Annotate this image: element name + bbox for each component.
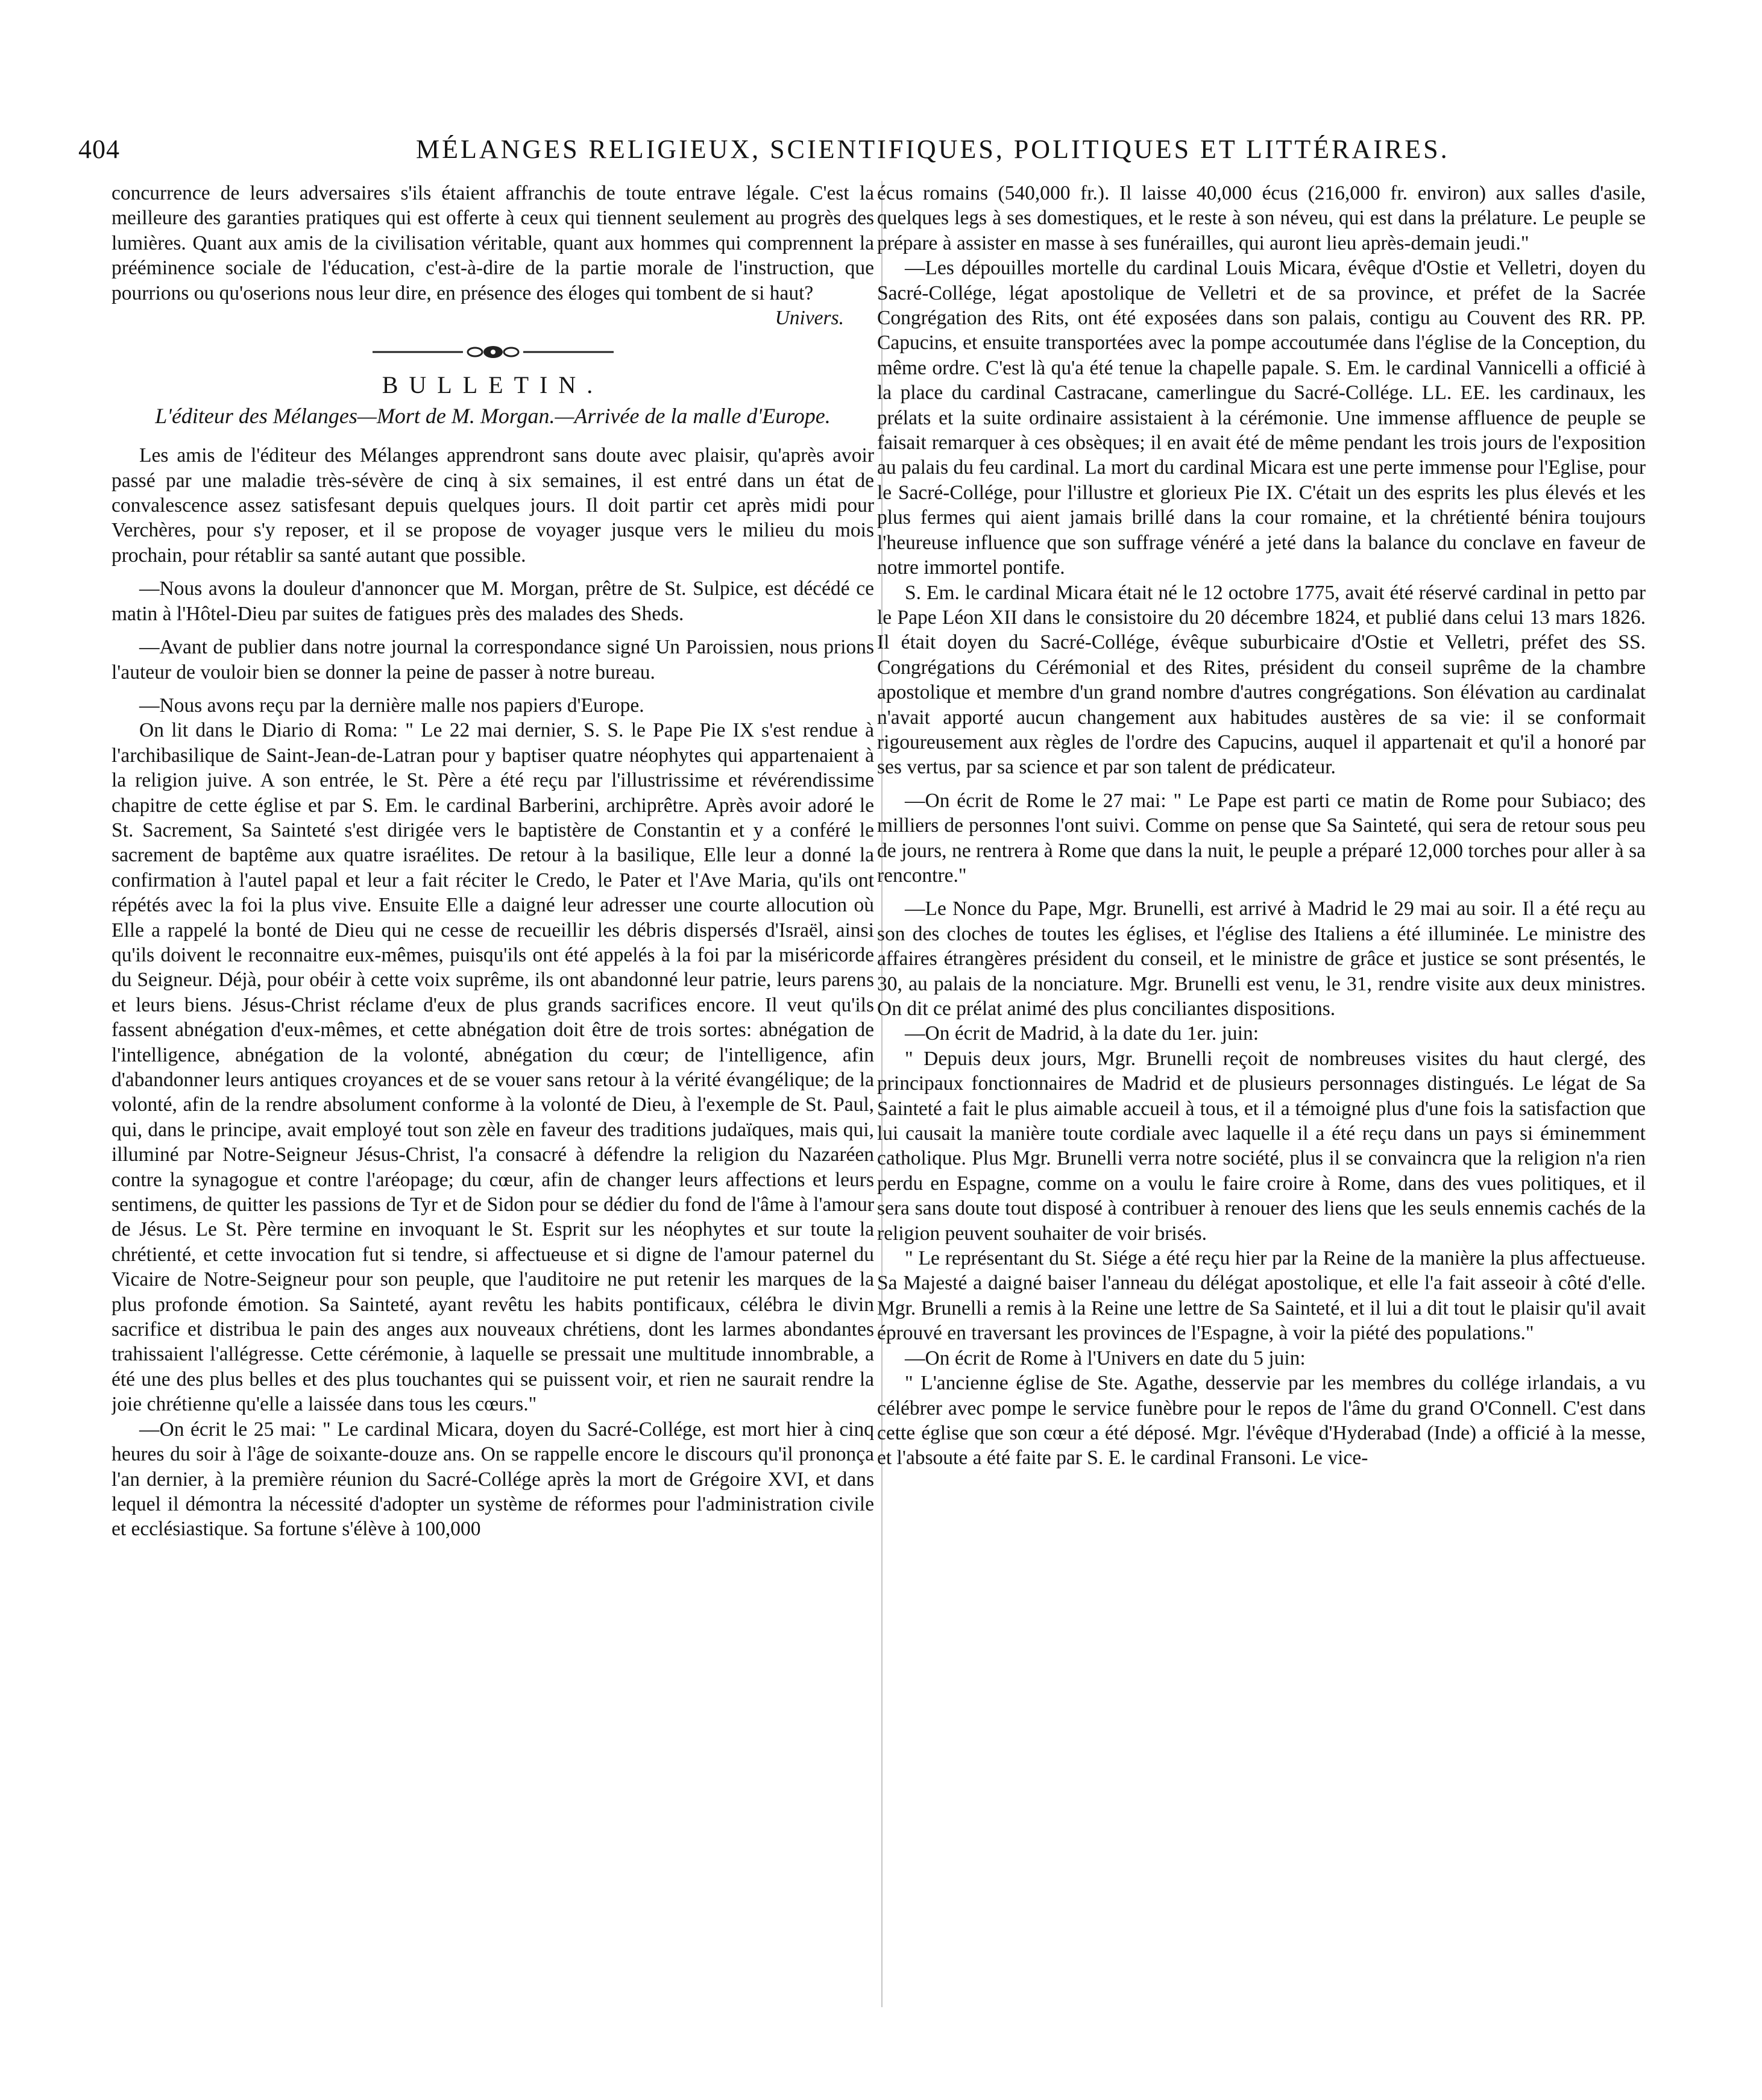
right-column	[877, 181, 1646, 2019]
paragraph-micara-funeral: —Les dépouilles mortelle du cardinal Louis Micara, évêque d'Ostie et Velletri, doyen du Sacré-Collége, légat apostolique de Velletri et de sa province, et préfet de la Sacrée Congrégation des Rits, ont été exposées dans son palais, contigu au Couvent des RR. PP. Capucins, et ensuite transportées avec la pompe accoutumée dans l'église de la Conception, du même ordre. C'est là qu'a été tenue la chapelle papale. S. Em. le cardinal Vannicelli a officié à la place du cardinal Castracane, camerlingue du Sacré-Collége. LL. EE. les cardinaux, les prélats et la suite ordinaire assistaient à la cérémonie. Une immense affluence de peuple se faisait remarquer à ces obsèques; il en avait été de même pendant les trois jours de l'exposition au palais du feu cardinal. La mort du cardinal Micara est une perte immense pour l'Eglise, pour le Sacré-Collége, pour l'illustre et glorieux Pie IX. C'était un des esprits les plus élevés et les plus fermes qui aient jamais brillé dans la cour romaine, et la chrétienté bénira toujours l'heureuse influence que son suffrage vénéré a jeté dans la balance du conclave en faveur de notre immortel pontife.	[877, 257, 1646, 579]
paragraph-nuncio-madrid: —Le Nonce du Pape, Mgr. Brunelli, est arrivé à Madrid le 29 mai au soir. Il a été reçu au son des cloches de toutes les églises, et l'église des Italiens a été illuminée. Le ministre des affaires étrangères président du conseil, et le ministre de grâce et justice se sont présentés, le 30, au palais de la nonciature. Mgr. Brunelli est venu, le 31, rendre visite aux deux ministres. On dit ce prélat animé des plus conciliantes dispositions.	[877, 898, 1646, 1020]
paragraph-oconnell-service: " L'ancienne église de Ste. Agathe, desservie par les membres du collége irlandais, a vu célébrer avec pompe le service funèbre pour le repos de l'âme du grand O'Connell. C'est dans cette église que son cœur a été déposé. Mgr. l'évêque d'Hyderabad (Inde) a officié à la messe, et l'absoute a été faite par S. E. le cardinal Fransoni. Le vice-	[877, 1372, 1646, 1470]
page-number: 404	[78, 134, 120, 164]
paragraph-micara-biography: S. Em. le cardinal Micara était né le 12 octobre 1775, avait été réservé cardinal in petto par le Pape Léon XII dans le consistoire du 20 décembre 1824, et publié dans celui 13 mars 1826. Il était doyen du Sacré-Collége, évêque suburbicaire d'Ostie et Velletri, préfet des SS. Congrégations du Cérémonial et des Rites, président du conseil suprême de la chambre apostolique et membre d'un grand nombre d'autres congrégations. Son élévation au cardinalat n'avait apporté aucun changement aux habitudes austères de sa vie: il se conformait rigoureusement aux règles de l'ordre des Capucins, auquel il appartenait et qu'il a honoré par ses vertus, par sa science et par son talent de prédicateur.	[877, 581, 1646, 779]
ornament-divider-icon	[112, 341, 874, 366]
paragraph-madrid-dateline: —On écrit de Madrid, à la date du 1er. juin:	[905, 1022, 1259, 1045]
left-column	[112, 181, 874, 2019]
paragraph-rome-dateline: —On écrit de Rome à l'Univers en date du 5 juin:	[905, 1347, 1306, 1369]
paragraph-correspondence-notice: —Avant de publier dans notre journal la correspondance signé Un Paroissien, nous prions l'auteur de vouloir bien se donner la peine de passer à notre bureau.	[112, 636, 874, 684]
paragraph-diario-di-roma: On lit dans le Diario di Roma: " Le 22 mai dernier, S. S. le Pape Pie IX s'est rendue à l'archibasilique de Saint-Jean-de-Latran pour y baptiser quatre néophytes qui appartenaient à la religion juive. A son entrée, le St. Père a été reçu par l'illustrissime et révérendissime chapitre de cette église et par S. Em. le cardinal Barberini, archiprêtre. Après avoir adoré le St. Sacrement, Sa Sainteté s'est dirigée vers le baptistère de Constantin et y a conféré le sacrement de baptême aux quatre israélites. De retour à la basilique, Elle leur a donné la confirmation à l'autel papal et leur a fait réciter le Credo, le Pater et l'Ave Maria, qu'ils ont répétés avec la foi la plus vive. Ensuite Elle a daigné leur adresser une courte allocution où Elle a rappelé la bonté de Dieu qui ne cesse de recueillir les débris dispersés d'Israël, ainsi qu'ils doivent le reconnaitre eux-mêmes, puisqu'ils ont été appelés à la foi par la miséricorde du Seigneur. Déjà, pour obéir à cette voix suprême, ils ont abandonné leur patrie, leurs parens et leurs biens. Jésus-Christ réclame d'eux de plus grands sacrifices encore. Il veut qu'ils fassent abnégation d'eux-mêmes, et cette abnégation doit être de trois sortes: abnégation de l'intelligence, abnégation de la volonté, abnégation du cœur; de l'intelligence, afin d'abandonner leurs antiques croyances et de se vouer sans retour à la vérité évangélique; de la volonté, afin de la rendre absolument conforme à la volonté de Dieu, à l'exemple de St. Paul, qui, dans le principe, avait employé tout son zèle en faveur des traditions judaïques, mais qui, illuminé par Notre-Seigneur Jésus-Christ, l'a consacré à défendre la religion du Nazaréen contre la synagogue et contre l'aréopage; du cœur, afin de changer leurs affections et leurs sentimens, de quitter les passions de Tyr et de Sidon pour se dédier du fond de l'âme à l'amour de Jésus. Le St. Père termine en invoquant le St. Esprit sur les néophytes et sur toute la chrétienté, et cette invocation fut si tendre, si affectueuse et si digne de l'amour paternel du Vicaire de Notre-Seigneur pour son peuple, que l'auditoire ne put retenir les marques de la plus profonde émotion. Sa Sainteté, ayant revêtu les habits pontificaux, célébra le divin sacrifice et distribua le pain des anges aux nouveaux chrétiens, dont les larmes abondantes trahissaient l'allégresse. Cette cérémonie, à laquelle se pressait une multitude innombrable, a été une des plus belles et des plus touchantes qui se puissent voir, et rien ne saurait rendre la joie chrétienne qu'elle a laissée dans tous les cœurs."	[112, 719, 874, 1416]
paragraph-editor-health: Les amis de l'éditeur des Mélanges apprendront sans doute avec plaisir, qu'après avoir passé par une maladie très-sévère de cinq à six semaines, il est entré dans un état de convalescence assez satisfesant depuis quelques jours. Il doit partir cet après midi pour Verchères, pour s'y reposer, et il se propose de voyager jusque vers le milieu du mois prochain, pour rétablir sa santé autant que possible.	[112, 444, 874, 567]
paragraph-europe-mail: —Nous avons reçu par la dernière malle nos papiers d'Europe.	[139, 694, 644, 717]
paragraph-pope-subiaco: —On écrit de Rome le 27 mai: " Le Pape est parti ce matin de Rome pour Subiaco; des milliers de personnes l'ont suivi. Comme on pense que Sa Sainteté, qui sera de retour sous peu de jours, ne rentrera à Rome que dans la nuit, le peuple a préparé 12,000 torches pour aller à sa rencontre."	[877, 789, 1646, 887]
article-end-paragraph: concurrence de leurs adversaires s'ils étaient affranchis de toute entrave légale. C'est la meilleure des garanties pratiques qui est offerte à ceux qui tiennent seulement au progrès des lumières. Quant aux amis de la civilisation véritable, quant aux hommes qui comprennent la prééminence sociale de l'éducation, c'est-à-dire de la partie morale de l'instruction, que pourrions ou qu'oserions nous leur dire, en présence des éloges qui tombent de si haut?	[112, 182, 874, 304]
paragraph-brunelli-visits: " Depuis deux jours, Mgr. Brunelli reçoit de nombreuses visites du haut clergé, des principaux fonctionnaires de Madrid et de plusieurs personnages distingués. Le légat de Sa Sainteté a fait le plus aimable accueil à tous, et il a témoigné plus d'une fois la satisfaction que lui causait la manière toute cordiale avec laquelle il a été reçu dans un pays si éminemment catholique. Plus Mgr. Brunelli verra notre société, plus il se convaincra que la religion n'a rien perdu en Espagne, comme on a voulu le faire croire à Rome, dans des vues politiques, et il sera sans doute tout disposé à contribuer à renouer des liens que les seuls ennemis cachés de la religion peuvent souhaiter de voir brisés.	[877, 1047, 1646, 1245]
article-source: Univers.	[775, 307, 844, 330]
bulletin-subtitle: L'éditeur des Mélanges—Mort de M. Morgan.—Arrivée de la malle d'Europe.	[155, 404, 831, 429]
paragraph-micara-death: —On écrit le 25 mai: " Le cardinal Micara, doyen du Sacré-Collége, est mort hier à cinq heures du soir à l'âge de soixante-douze ans. On se rappelle encore le discours qu'il prononça l'an dernier, à la première réunion du Sacré-Collége après la mort de Grégoire XVI, et dans lequel il démontra la nécessité d'adopter un système de réformes pour l'administration civile et ecclésiastique. Sa fortune s'élève à 100,000	[112, 1418, 874, 1541]
page-header	[78, 134, 1676, 170]
paragraph-queen-reception: " Le représentant du St. Siége a été reçu hier par la Reine de la manière la plus affectueuse. Sa Majesté a daigné baiser l'anneau du délégat apostolique, et elle l'a fait asseoir à côté d'elle. Mgr. Brunelli a remis à la Reine une lettre de Sa Sainteté, et il lui a dit tout le plaisir qu'il avait éprouvé en traversant les provinces de l'Espagne, à voir la piété des populations."	[877, 1247, 1646, 1345]
paragraph-micara-fortune: écus romains (540,000 fr.). Il laisse 40,000 écus (216,000 fr. environ) aux salles d'asile, quelques legs à ses domestiques, et le reste à son néveu, qui est dans la prélature. Le peuple se prépare à assister en masse à ses funérailles, qui auront lieu après-demain jeudi."	[877, 182, 1646, 254]
running-title: MÉLANGES RELIGIEUX, SCIENTIFIQUES, POLITIQUES ET LITTÉRAIRES.	[416, 134, 1450, 164]
article-signature	[112, 306, 874, 330]
bulletin-heading: BULLETIN.	[382, 371, 604, 398]
paragraph-morgan-death: —Nous avons la douleur d'annoncer que M. Morgan, prêtre de St. Sulpice, est décédé ce matin à l'Hôtel-Dieu par suites de fatigues près des malades des Sheds.	[112, 577, 874, 625]
